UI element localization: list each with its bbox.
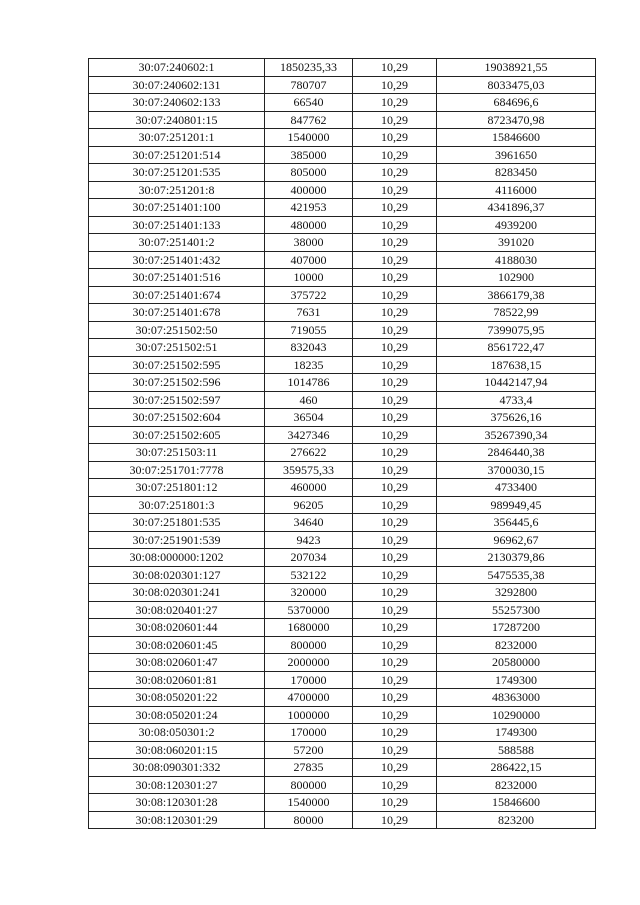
cadastral-number-cell: 30:07:251401:432 <box>89 251 265 269</box>
value-cell: 4341896,37 <box>437 199 596 217</box>
rate-cell: 10,29 <box>353 689 437 707</box>
value-cell: 989949,45 <box>437 496 596 514</box>
cadastral-number-cell: 30:07:251401:100 <box>89 199 265 217</box>
cadastral-number-cell: 30:07:251201:8 <box>89 181 265 199</box>
rate-cell: 10,29 <box>353 566 437 584</box>
table-row <box>89 321 596 339</box>
area-cell: 385000 <box>265 146 353 164</box>
table-row <box>89 549 596 567</box>
value-cell: 8723470,98 <box>437 111 596 129</box>
rate-cell: 10,29 <box>353 234 437 252</box>
area-cell: 66540 <box>265 94 353 112</box>
cadastral-number-cell: 30:07:251401:674 <box>89 286 265 304</box>
area-cell: 9423 <box>265 531 353 549</box>
area-cell: 1850235,33 <box>265 59 353 77</box>
area-cell: 2000000 <box>265 654 353 672</box>
rate-cell: 10,29 <box>353 129 437 147</box>
cadastral-number-cell: 30:08:050201:22 <box>89 689 265 707</box>
cadastral-number-cell: 30:07:251401:2 <box>89 234 265 252</box>
table-row <box>89 601 596 619</box>
value-cell: 19038921,55 <box>437 59 596 77</box>
table-row <box>89 811 596 829</box>
cadastral-number-cell: 30:07:251401:133 <box>89 216 265 234</box>
value-cell: 1749300 <box>437 671 596 689</box>
table-row <box>89 374 596 392</box>
table-row <box>89 251 596 269</box>
value-cell: 20580000 <box>437 654 596 672</box>
area-cell: 7631 <box>265 304 353 322</box>
table-row <box>89 636 596 654</box>
table-row <box>89 269 596 287</box>
area-cell: 805000 <box>265 164 353 182</box>
area-cell: 320000 <box>265 584 353 602</box>
value-cell: 2130379,86 <box>437 549 596 567</box>
rate-cell: 10,29 <box>353 391 437 409</box>
cadastral-number-cell: 30:07:251502:597 <box>89 391 265 409</box>
rate-cell: 10,29 <box>353 426 437 444</box>
rate-cell: 10,29 <box>353 181 437 199</box>
rate-cell: 10,29 <box>353 619 437 637</box>
value-cell: 588588 <box>437 741 596 759</box>
table-row <box>89 304 596 322</box>
area-cell: 34640 <box>265 514 353 532</box>
area-cell: 375722 <box>265 286 353 304</box>
rate-cell: 10,29 <box>353 601 437 619</box>
area-cell: 480000 <box>265 216 353 234</box>
cadastral-number-cell: 30:07:251502:605 <box>89 426 265 444</box>
area-cell: 1540000 <box>265 794 353 812</box>
area-cell: 80000 <box>265 811 353 829</box>
cadastral-number-cell: 30:08:020601:81 <box>89 671 265 689</box>
cadastral-number-cell: 30:08:120301:27 <box>89 776 265 794</box>
area-cell: 170000 <box>265 724 353 742</box>
rate-cell: 10,29 <box>353 549 437 567</box>
value-cell: 375626,16 <box>437 409 596 427</box>
value-cell: 10442147,94 <box>437 374 596 392</box>
table-row <box>89 724 596 742</box>
value-cell: 286422,15 <box>437 759 596 777</box>
area-cell: 5370000 <box>265 601 353 619</box>
cadastral-number-cell: 30:07:251502:604 <box>89 409 265 427</box>
cadastral-number-cell: 30:07:251801:12 <box>89 479 265 497</box>
table-row <box>89 76 596 94</box>
table-row <box>89 94 596 112</box>
rate-cell: 10,29 <box>353 479 437 497</box>
area-cell: 832043 <box>265 339 353 357</box>
area-cell: 96205 <box>265 496 353 514</box>
rate-cell: 10,29 <box>353 199 437 217</box>
table-row <box>89 759 596 777</box>
cadastral-number-cell: 30:08:050201:24 <box>89 706 265 724</box>
cadastral-number-cell: 30:08:000000:1202 <box>89 549 265 567</box>
area-cell: 36504 <box>265 409 353 427</box>
table-row <box>89 234 596 252</box>
value-cell: 8232000 <box>437 776 596 794</box>
area-cell: 4700000 <box>265 689 353 707</box>
area-cell: 1000000 <box>265 706 353 724</box>
cadastral-number-cell: 30:07:240602:131 <box>89 76 265 94</box>
cadastral-number-cell: 30:07:251502:51 <box>89 339 265 357</box>
area-cell: 460000 <box>265 479 353 497</box>
table-row <box>89 566 596 584</box>
rate-cell: 10,29 <box>353 531 437 549</box>
table-row <box>89 59 596 77</box>
value-cell: 684696,6 <box>437 94 596 112</box>
value-cell: 96962,67 <box>437 531 596 549</box>
area-cell: 407000 <box>265 251 353 269</box>
cadastral-number-cell: 30:07:251201:535 <box>89 164 265 182</box>
cadastral-number-cell: 30:07:240801:15 <box>89 111 265 129</box>
area-cell: 170000 <box>265 671 353 689</box>
table-row <box>89 654 596 672</box>
area-cell: 1680000 <box>265 619 353 637</box>
cadastral-number-cell: 30:07:251701:7778 <box>89 461 265 479</box>
area-cell: 1014786 <box>265 374 353 392</box>
table-row <box>89 479 596 497</box>
cadastral-value-table <box>88 58 596 829</box>
table-row <box>89 391 596 409</box>
value-cell: 5475535,38 <box>437 566 596 584</box>
table-row <box>89 514 596 532</box>
cadastral-number-cell: 30:07:251401:516 <box>89 269 265 287</box>
value-cell: 8232000 <box>437 636 596 654</box>
table-row <box>89 164 596 182</box>
area-cell: 800000 <box>265 776 353 794</box>
rate-cell: 10,29 <box>353 794 437 812</box>
area-cell: 57200 <box>265 741 353 759</box>
table-row <box>89 339 596 357</box>
rate-cell: 10,29 <box>353 444 437 462</box>
cadastral-number-cell: 30:07:251502:50 <box>89 321 265 339</box>
value-cell: 8033475,03 <box>437 76 596 94</box>
cadastral-number-cell: 30:08:020401:27 <box>89 601 265 619</box>
table-row <box>89 706 596 724</box>
value-cell: 4939200 <box>437 216 596 234</box>
area-cell: 359575,33 <box>265 461 353 479</box>
rate-cell: 10,29 <box>353 146 437 164</box>
cadastral-number-cell: 30:08:020601:47 <box>89 654 265 672</box>
area-cell: 18235 <box>265 356 353 374</box>
rate-cell: 10,29 <box>353 94 437 112</box>
area-cell: 276622 <box>265 444 353 462</box>
rate-cell: 10,29 <box>353 759 437 777</box>
rate-cell: 10,29 <box>353 584 437 602</box>
cadastral-number-cell: 30:07:251502:596 <box>89 374 265 392</box>
value-cell: 1749300 <box>437 724 596 742</box>
table-row <box>89 531 596 549</box>
cadastral-number-cell: 30:08:020301:127 <box>89 566 265 584</box>
cadastral-number-cell: 30:08:050301:2 <box>89 724 265 742</box>
cadastral-number-cell: 30:07:251901:539 <box>89 531 265 549</box>
rate-cell: 10,29 <box>353 461 437 479</box>
area-cell: 719055 <box>265 321 353 339</box>
value-cell: 4116000 <box>437 181 596 199</box>
rate-cell: 10,29 <box>353 59 437 77</box>
table-row <box>89 216 596 234</box>
rate-cell: 10,29 <box>353 374 437 392</box>
value-cell: 2846440,38 <box>437 444 596 462</box>
table-row <box>89 409 596 427</box>
rate-cell: 10,29 <box>353 356 437 374</box>
table-row <box>89 461 596 479</box>
value-cell: 3292800 <box>437 584 596 602</box>
value-cell: 15846600 <box>437 129 596 147</box>
table-row <box>89 794 596 812</box>
value-cell: 3866179,38 <box>437 286 596 304</box>
table-row <box>89 129 596 147</box>
table-row <box>89 619 596 637</box>
cadastral-number-cell: 30:07:251801:535 <box>89 514 265 532</box>
rate-cell: 10,29 <box>353 724 437 742</box>
table-row <box>89 111 596 129</box>
value-cell: 823200 <box>437 811 596 829</box>
table-row <box>89 146 596 164</box>
area-cell: 207034 <box>265 549 353 567</box>
rate-cell: 10,29 <box>353 216 437 234</box>
rate-cell: 10,29 <box>353 286 437 304</box>
rate-cell: 10,29 <box>353 671 437 689</box>
area-cell: 10000 <box>265 269 353 287</box>
cadastral-number-cell: 30:07:251502:595 <box>89 356 265 374</box>
cadastral-number-cell: 30:08:120301:28 <box>89 794 265 812</box>
value-cell: 55257300 <box>437 601 596 619</box>
value-cell: 78522,99 <box>437 304 596 322</box>
table-row <box>89 689 596 707</box>
value-cell: 8561722,47 <box>437 339 596 357</box>
table-row <box>89 671 596 689</box>
cadastral-number-cell: 30:07:251801:3 <box>89 496 265 514</box>
value-cell: 356445,6 <box>437 514 596 532</box>
cadastral-number-cell: 30:08:090301:332 <box>89 759 265 777</box>
table-row <box>89 286 596 304</box>
value-cell: 391020 <box>437 234 596 252</box>
cadastral-number-cell: 30:08:060201:15 <box>89 741 265 759</box>
rate-cell: 10,29 <box>353 776 437 794</box>
area-cell: 780707 <box>265 76 353 94</box>
value-cell: 4733,4 <box>437 391 596 409</box>
rate-cell: 10,29 <box>353 321 437 339</box>
table-row <box>89 181 596 199</box>
area-cell: 847762 <box>265 111 353 129</box>
rate-cell: 10,29 <box>353 514 437 532</box>
value-cell: 187638,15 <box>437 356 596 374</box>
rate-cell: 10,29 <box>353 76 437 94</box>
value-cell: 35267390,34 <box>437 426 596 444</box>
table-row <box>89 776 596 794</box>
rate-cell: 10,29 <box>353 409 437 427</box>
value-cell: 7399075,95 <box>437 321 596 339</box>
table-row <box>89 199 596 217</box>
table-row <box>89 356 596 374</box>
rate-cell: 10,29 <box>353 339 437 357</box>
rate-cell: 10,29 <box>353 811 437 829</box>
area-cell: 400000 <box>265 181 353 199</box>
area-cell: 460 <box>265 391 353 409</box>
rate-cell: 10,29 <box>353 251 437 269</box>
area-cell: 3427346 <box>265 426 353 444</box>
area-cell: 38000 <box>265 234 353 252</box>
rate-cell: 10,29 <box>353 741 437 759</box>
value-cell: 3700030,15 <box>437 461 596 479</box>
area-cell: 27835 <box>265 759 353 777</box>
rate-cell: 10,29 <box>353 304 437 322</box>
cadastral-number-cell: 30:07:251201:1 <box>89 129 265 147</box>
table-row <box>89 426 596 444</box>
value-cell: 4733400 <box>437 479 596 497</box>
value-cell: 3961650 <box>437 146 596 164</box>
rate-cell: 10,29 <box>353 636 437 654</box>
table-row <box>89 444 596 462</box>
cadastral-number-cell: 30:08:020601:44 <box>89 619 265 637</box>
cadastral-number-cell: 30:07:251503:11 <box>89 444 265 462</box>
cadastral-number-cell: 30:07:251401:678 <box>89 304 265 322</box>
table-body <box>89 59 596 829</box>
table-row <box>89 741 596 759</box>
table-row <box>89 496 596 514</box>
area-cell: 800000 <box>265 636 353 654</box>
area-cell: 421953 <box>265 199 353 217</box>
rate-cell: 10,29 <box>353 111 437 129</box>
value-cell: 102900 <box>437 269 596 287</box>
cadastral-number-cell: 30:07:251201:514 <box>89 146 265 164</box>
rate-cell: 10,29 <box>353 706 437 724</box>
rate-cell: 10,29 <box>353 269 437 287</box>
table-row <box>89 584 596 602</box>
rate-cell: 10,29 <box>353 496 437 514</box>
rate-cell: 10,29 <box>353 654 437 672</box>
cadastral-number-cell: 30:08:120301:29 <box>89 811 265 829</box>
area-cell: 1540000 <box>265 129 353 147</box>
cadastral-number-cell: 30:08:020601:45 <box>89 636 265 654</box>
value-cell: 4188030 <box>437 251 596 269</box>
value-cell: 8283450 <box>437 164 596 182</box>
value-cell: 48363000 <box>437 689 596 707</box>
value-cell: 15846600 <box>437 794 596 812</box>
area-cell: 532122 <box>265 566 353 584</box>
cadastral-number-cell: 30:07:240602:1 <box>89 59 265 77</box>
cadastral-number-cell: 30:07:240602:133 <box>89 94 265 112</box>
rate-cell: 10,29 <box>353 164 437 182</box>
value-cell: 17287200 <box>437 619 596 637</box>
cadastral-number-cell: 30:08:020301:241 <box>89 584 265 602</box>
value-cell: 10290000 <box>437 706 596 724</box>
